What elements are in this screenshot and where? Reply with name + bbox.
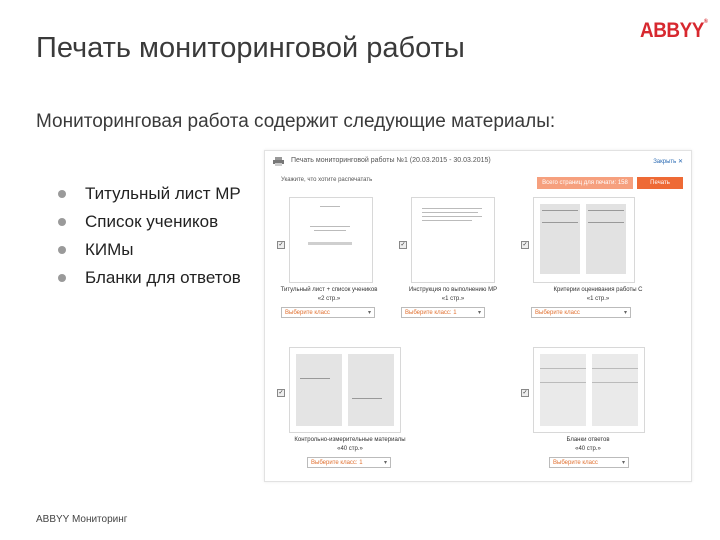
materials-list — [58, 180, 241, 292]
bullet-icon — [58, 246, 66, 254]
card-pages: «1 стр.» — [441, 296, 465, 302]
card-caption: Инструкция по выполнению МР — [408, 287, 498, 293]
document-thumbnail[interactable] — [289, 347, 401, 433]
card-caption: Титульный лист + список учеников — [280, 287, 378, 293]
list-item-label: Список учеников — [85, 212, 219, 231]
class-select[interactable]: Выберите класс: 1 ▾ — [401, 307, 485, 318]
dialog-title: Печать мониторинговой работы №1 (20.03.2015 - 30.03.2015) — [291, 157, 491, 164]
card-checkbox[interactable]: ✓ — [400, 242, 406, 248]
slide-title: Печать мониторинговой работы — [36, 32, 465, 64]
class-select[interactable]: Выберите класс: 1 ▾ — [307, 457, 391, 468]
close-button[interactable]: Закрыть ✕ — [653, 159, 683, 165]
class-select[interactable]: Выберите класс ▾ — [531, 307, 631, 318]
document-thumbnail[interactable] — [533, 347, 645, 433]
bullet-icon — [58, 274, 66, 282]
print-button[interactable]: Печать — [637, 177, 683, 189]
list-item — [58, 208, 241, 236]
bullet-icon — [58, 190, 66, 198]
abbyy-logo: ABBYY® — [640, 19, 708, 42]
chevron-down-icon: ▾ — [621, 460, 625, 466]
all-pages-button[interactable]: Всего страниц для печати: 158 — [537, 177, 633, 189]
bullet-icon — [58, 218, 66, 226]
dialog-hint: Укажите, что хотите распечатать — [281, 177, 373, 183]
logo-text: ABBYY — [640, 19, 704, 42]
card-pages: «2 стр.» — [317, 296, 341, 302]
document-thumbnail[interactable] — [533, 197, 635, 283]
print-dialog-screenshot — [264, 150, 692, 482]
document-thumbnail[interactable] — [411, 197, 495, 283]
card-checkbox[interactable]: ✓ — [522, 242, 528, 248]
chevron-down-icon: ▾ — [367, 310, 371, 316]
card-pages: «40 стр.» — [575, 446, 601, 452]
footer-text: ABBYY Мониторинг — [36, 514, 128, 525]
class-select[interactable]: Выберите класс ▾ — [281, 307, 375, 318]
list-item-label: Титульный лист МР — [85, 184, 241, 203]
card-pages: «40 стр.» — [337, 446, 363, 452]
printer-icon — [273, 157, 284, 166]
chevron-down-icon: ▾ — [623, 310, 627, 316]
list-item — [58, 236, 241, 264]
list-item — [58, 180, 241, 208]
card-pages: «1 стр.» — [586, 296, 610, 302]
chevron-down-icon: ▾ — [477, 310, 481, 316]
list-item-label: КИМы — [85, 240, 134, 259]
card-checkbox[interactable]: ✓ — [278, 242, 284, 248]
card-checkbox[interactable]: ✓ — [278, 390, 284, 396]
card-checkbox[interactable]: ✓ — [522, 390, 528, 396]
slide-subtitle: Мониторинговая работа содержит следующие материалы: — [36, 111, 556, 132]
card-caption: Контрольно-измерительные материалы — [294, 437, 406, 443]
card-caption: Бланки ответов — [566, 437, 610, 443]
document-thumbnail[interactable] — [289, 197, 373, 283]
class-select[interactable]: Выберите класс ▾ — [549, 457, 629, 468]
card-caption: Критерии оценивания работы С — [553, 287, 643, 293]
chevron-down-icon: ▾ — [383, 460, 387, 466]
list-item — [58, 264, 241, 292]
list-item-label: Бланки для ответов — [85, 268, 241, 287]
